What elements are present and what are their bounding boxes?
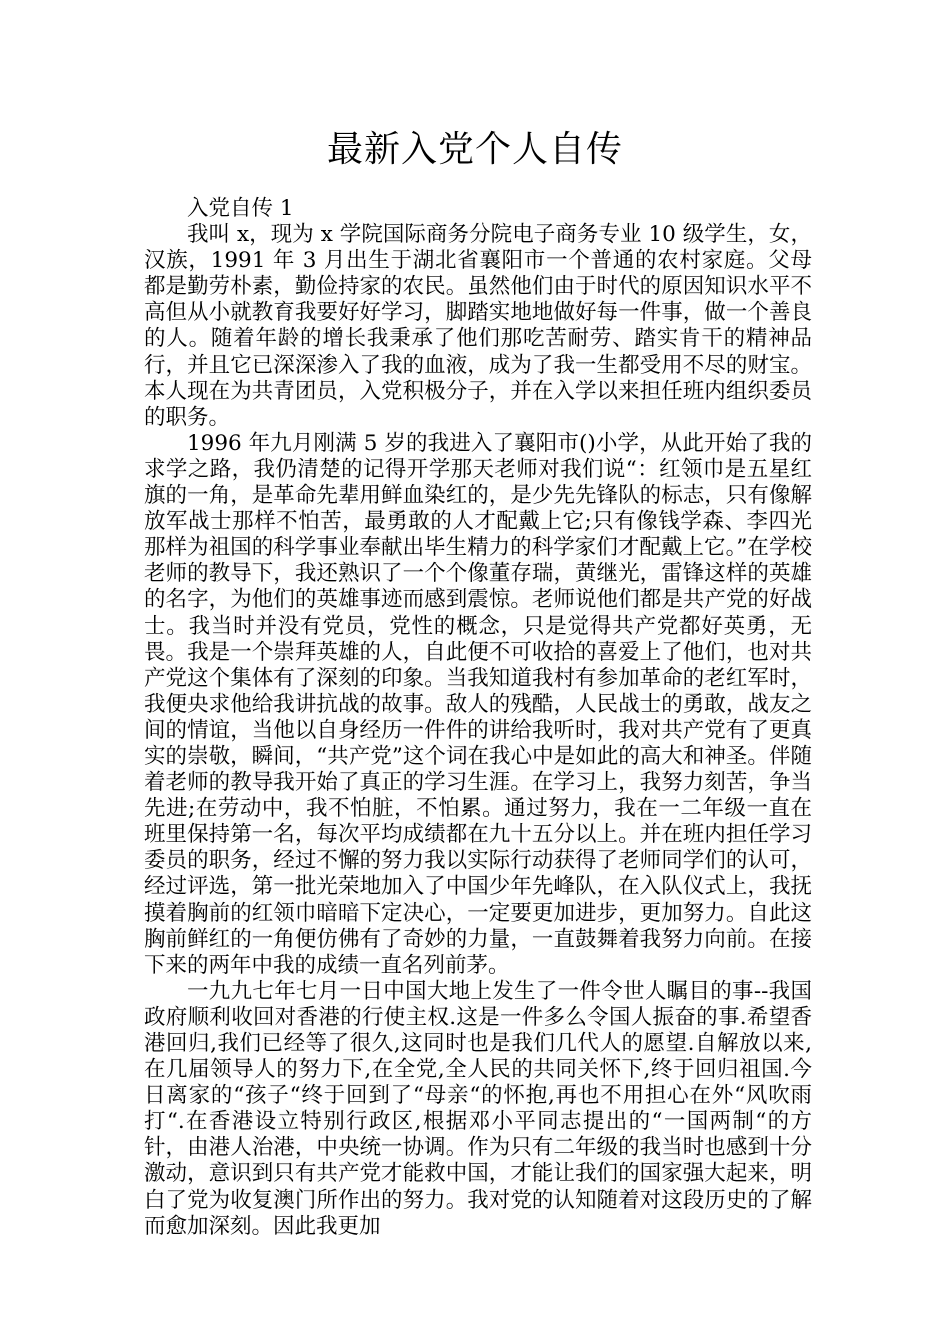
document-body bbox=[144, 196, 812, 1240]
paragraph-1: 我叫 x，现为 x 学院国际商务分院电子商务专业 10 级学生，女，汉族，1991 年 3 月出生于湖北省襄阳市一个普通的农村家庭。父母都是勤劳朴素，勤俭持家的农民。虽然他们由于时代的原因知识水平不高但从小就教育我要好好学习，脚踏实地地做好每一件事，做一个善良的人。随着年龄的增长我秉承了他们那吃苦耐劳、踏实肯干的精神品行，并且它已深深渗入了我的血液，成为了我一生都受用不尽的财宝。本人现在为共青团员，入党积极分子，并在入学以来担任班内组织委员的职务。 bbox=[144, 222, 812, 430]
section-heading: 入党自传 1 bbox=[187, 196, 294, 221]
paragraph-2: 1996 年九月刚满 5 岁的我进入了襄阳市()小学，从此开始了我的求学之路，我仍清楚的记得开学那天老师对我们说“：红领巾是五星红旗的一角，是革命先辈用鲜血染红的，是少先先锋队的标志，只有像解放军战士那样不怕苦，最勇敢的人才配戴上它;只有像钱学森、李四光那样为祖国的科学事业奉献出毕生精力的科学家们才配戴上它。”在学校老师的教导下，我还熟识了一个个像董存瑞，黄继光，雷锋这样的英雄的名字，为他们的英雄事迹而感到震惊。老师说他们都是共产党的好战士。我当时并没有党员，党性的概念，只是觉得共产党都好英勇，无畏。我是一个崇拜英雄的人，自此便不可收拾的喜爱上了他们，也对共产党这个集体有了深刻的印象。当我知道我村有参加革命的老红军时，我便央求他给我讲抗战的故事。敌人的残酷，人民战士的勇敢，战友之间的情谊，当他以自身经历一件件的讲给我听时，我对共产党有了更真实的崇敬，瞬间，“共产党”这个词在我心中是如此的高大和神圣。伴随着老师的教导我开始了真正的学习生涯。在学习上，我努力刻苦，争当先进;在劳动中，我不怕脏，不怕累。通过努力，我在一二年级一直在班里保持第一名，每次平均成绩都在九十五分以上。并在班内担任学习委员的职务，经过不懈的努力我以实际行动获得了老师同学们的认可，经过评选，第一批光荣地加入了中国少年先峰队，在入队仪式上，我抚摸着胸前的红领巾暗暗下定决心，一定要更加进步，更加努力。自此这胸前鲜红的一角便仿佛有了奇妙的力量，一直鼓舞着我努力向前。在接下来的两年中我的成绩一直名列前茅。 bbox=[144, 430, 812, 978]
document-title: 最新入党个人自传 bbox=[326, 129, 623, 170]
paragraph-3: 一九九七年七月一日中国大地上发生了一件令世人瞩目的事--我国政府顺利收回对香港的行使主权.这是一件多么令国人振奋的事.希望香港回归,我们已经等了很久,这同时也是我们几代人的愿望.自解放以来,在几届领导人的努力下,在全党,全人民的共同关怀下,终于回归祖国.今日离家的“孩子“终于回到了“母亲“的怀抱,再也不用担心在外“风吹雨打“.在香港设立特别行政区,根据邓小平同志提出的“一国两制“的方针，由港人治港，中央统一协调。作为只有二年级的我当时也感到十分激动，意识到只有共产党才能救中国，才能让我们的国家强大起来，明白了党为收复澳门所作出的努力。我对党的认知随着对这段历史的了解而愈加深刻。因此我更加 bbox=[144, 978, 812, 1239]
